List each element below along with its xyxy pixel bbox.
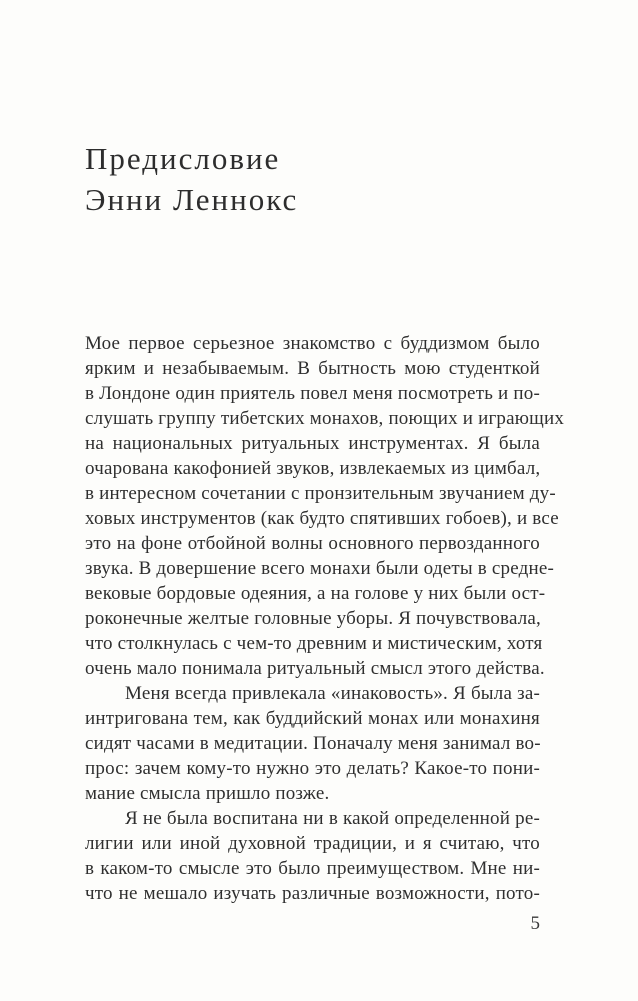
text-line: роконечные желтые головные уборы. Я почувствовала, xyxy=(85,608,542,629)
page-body xyxy=(85,331,565,906)
text-line: лигии или иной духовной традиции, и я считаю, что xyxy=(85,833,540,854)
text-line: ярким и незабываемым. В бытность мою студенткой xyxy=(85,358,540,379)
text-line: интригована тем, как буддийский монах или монахиня xyxy=(85,708,540,729)
text-line: вековые бордовые одеяния, а на голове у них были ост- xyxy=(85,583,546,604)
text-line: что столкнулась с чем-то древним и мистическим, хотя xyxy=(85,633,543,654)
text-line: в каком-то смысле это было преимуществом. Мне ни- xyxy=(85,858,540,879)
text-line: мание смысла пришло позже. xyxy=(85,783,330,804)
text-line: звука. В довершение всего монахи были одеты в средне- xyxy=(85,558,554,579)
chapter-title-line-2: Энни Леннокс xyxy=(85,182,299,217)
chapter-title-line-1: Предисловие xyxy=(85,141,281,176)
paragraph xyxy=(85,681,540,806)
text-line: очарована какофонией звуков, извлекаемых из цимбал, xyxy=(85,458,541,479)
text-line: Мое первое серьезное знакомство с буддизмом было xyxy=(85,333,540,354)
page-number: 5 xyxy=(530,913,540,934)
text-line: ховых инструментов (как будто спятивших гобоев), и все xyxy=(85,508,559,529)
paragraph xyxy=(85,806,540,906)
text-line: слушать группу тибетских монахов, поющих и играющих xyxy=(85,408,565,429)
chapter-title xyxy=(85,138,555,220)
text-line: Меня всегда привлекала «инаковость». Я была за- xyxy=(125,683,540,704)
text-line: в Лондоне один приятель повел меня посмотреть и по- xyxy=(85,383,540,404)
text-line: что не мешало изучать различные возможности, пото- xyxy=(85,883,540,904)
text-line: прос: зачем кому-то нужно это делать? Какое-то пони- xyxy=(85,758,540,779)
text-line: в интересном сочетании с пронзительным звучанием ду- xyxy=(85,483,556,504)
text-line: сидят часами в медитации. Поначалу меня занимал во- xyxy=(85,733,541,754)
text-line: это на фоне отбойной волны основного первозданного xyxy=(85,533,540,554)
text-line: Я не была воспитана ни в какой определенной ре- xyxy=(125,808,540,829)
paragraph xyxy=(85,331,565,681)
text-line: на национальных ритуальных инструментах. Я была xyxy=(85,433,540,454)
text-line: очень мало понимала ритуальный смысл этого действа. xyxy=(85,658,545,679)
